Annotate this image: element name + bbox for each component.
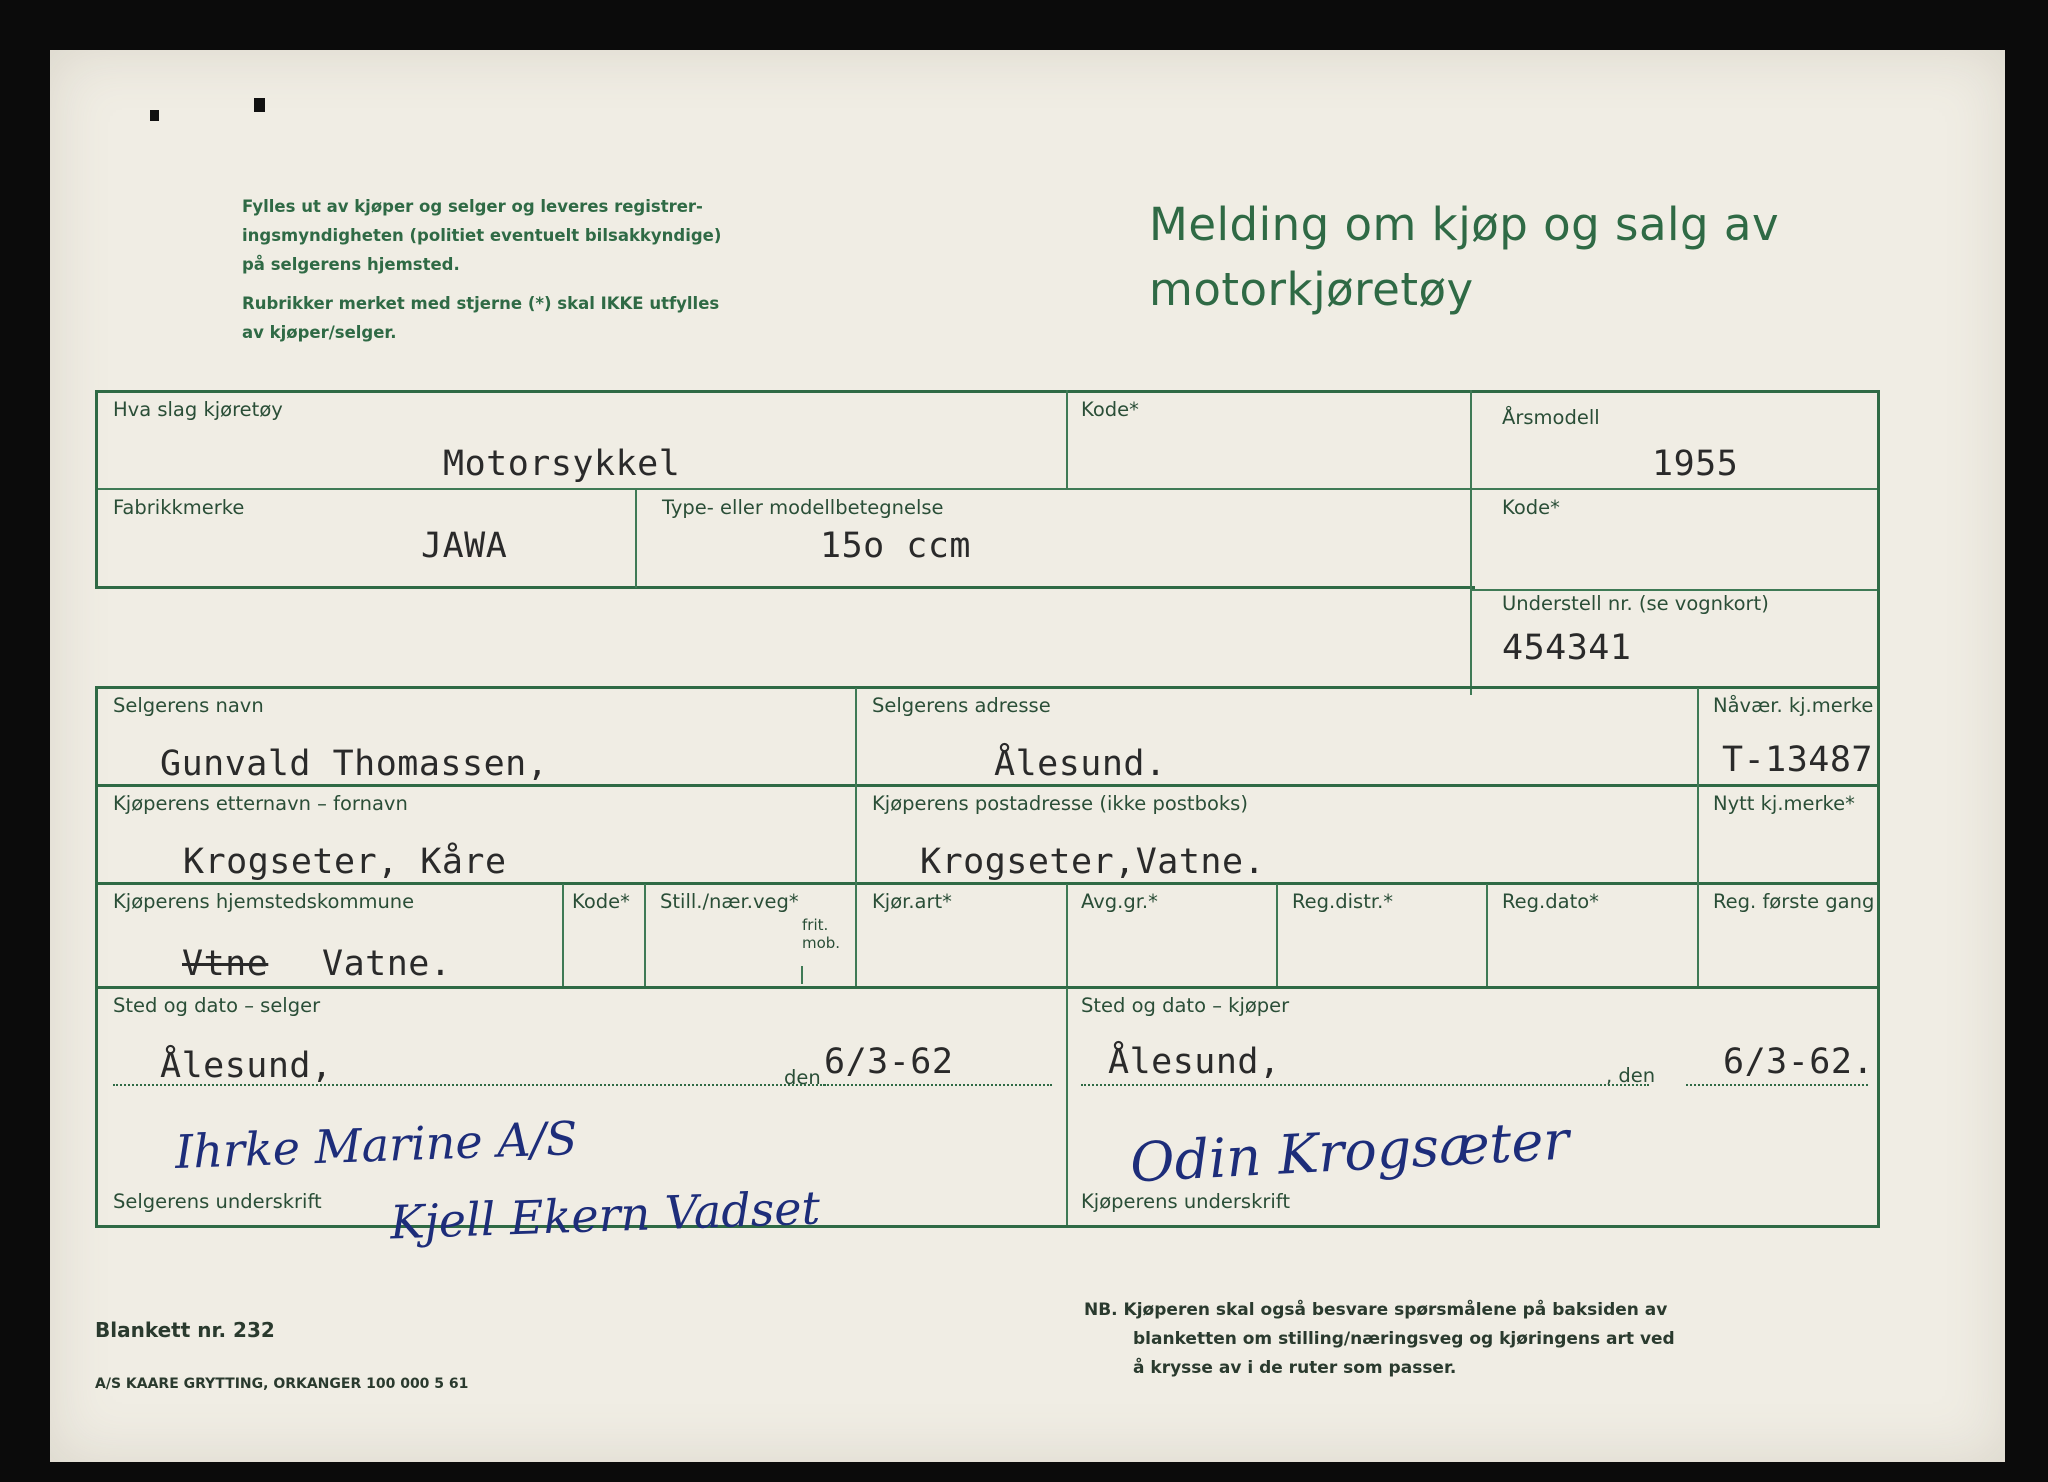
seller-signature-line1: Ihrke Marine A/S — [174, 1110, 579, 1180]
seller-den-label: den — [784, 1066, 821, 1089]
seller-place-value: Ålesund, — [160, 1046, 333, 1086]
rule — [1066, 390, 1068, 490]
municipality-label: Kjøperens hjemstedskommune — [113, 890, 415, 913]
code-label: Kode* — [1081, 398, 1139, 421]
instruction-line: av kjøper/selger. — [242, 323, 397, 342]
instruction-line: Fylles ut av kjøper og selger og leveres registrer- — [242, 197, 703, 216]
seller-name-label: Selgerens navn — [113, 694, 264, 717]
rule — [1472, 589, 1880, 591]
model-year-value: 1955 — [1652, 444, 1739, 484]
nb-line: å krysse av i de ruter som passer. — [1133, 1358, 1457, 1378]
rule — [1066, 884, 1068, 986]
punch-hole — [150, 110, 159, 121]
rule — [95, 986, 1880, 989]
instructions-block — [242, 192, 721, 347]
rule — [1470, 390, 1472, 695]
model-label: Type- eller modellbetegnelse — [662, 496, 944, 519]
nb-note — [1084, 1296, 1675, 1383]
occupation-sub-label: frit. mob. — [802, 916, 841, 952]
rule — [1276, 884, 1278, 986]
rule — [95, 586, 1475, 589]
rule — [95, 390, 1880, 393]
buyer-place-date-label: Sted og dato – kjøper — [1081, 994, 1290, 1017]
model-value: 15o ccm — [820, 526, 972, 566]
dotted-line — [113, 1084, 825, 1086]
drive-type-label: Kjør.art* — [872, 890, 952, 913]
form-title-line2: motorkjøretøy — [1149, 263, 1474, 316]
dotted-line — [1686, 1084, 1868, 1086]
make-label: Fabrikkmerke — [113, 496, 245, 519]
seller-date-value: 6/3-62 — [824, 1042, 954, 1082]
buyer-name-label: Kjøperens etternavn – fornavn — [113, 792, 408, 815]
rule — [95, 390, 98, 589]
buyer-address-label: Kjøperens postadresse (ikke postboks) — [872, 792, 1248, 815]
rule — [1697, 688, 1699, 986]
buyer-signature-label: Kjøperens underskrift — [1081, 1190, 1290, 1213]
vehicle-type-label: Hva slag kjøretøy — [113, 398, 283, 421]
printer-imprint: A/S KAARE GRYTTING, ORKANGER 100 000 5 61 — [95, 1376, 469, 1392]
seller-signature-line2: Kjell Ekern Vadset — [389, 1180, 821, 1250]
code2-label: Kode* — [1502, 496, 1560, 519]
chassis-value: 454341 — [1502, 628, 1632, 668]
buyer-address-value: Krogseter,Vatne. — [920, 842, 1266, 882]
form-number: Blankett nr. 232 — [95, 1318, 275, 1342]
rule — [1066, 988, 1068, 1225]
instruction-line: ingsmyndigheten (politiet eventuelt bilsakkyndige) — [242, 226, 722, 245]
rule — [95, 686, 98, 1228]
municipality-value: Vatne. — [322, 944, 452, 984]
seller-name-value: Gunvald Thomassen, — [160, 744, 549, 784]
buyer-name-value: Krogseter, Kåre — [183, 842, 507, 882]
seller-signature-label: Selgerens underskrift — [113, 1190, 322, 1213]
form-paper — [50, 50, 2005, 1462]
rule — [644, 884, 646, 986]
occupation-label: Still./nær.veg* — [660, 890, 799, 913]
form-title-line1: Melding om kjøp og salg av — [1149, 198, 1780, 251]
nb-line: NB. Kjøperen skal også besvare spørsmålene på baksiden av — [1084, 1300, 1668, 1320]
instruction-line: på selgerens hjemsted. — [242, 255, 460, 274]
punch-hole — [254, 98, 265, 112]
form-title — [1149, 198, 1779, 316]
buyer-place-value: Ålesund, — [1108, 1042, 1281, 1082]
new-reg-label: Nytt kj.merke* — [1713, 792, 1855, 815]
rule — [95, 882, 1880, 885]
current-reg-value: T-13487 — [1722, 740, 1874, 780]
rule — [1486, 884, 1488, 986]
kode-label: Kode* — [572, 890, 630, 913]
reg-date-label: Reg.dato* — [1502, 890, 1599, 913]
municipality-struck-value: Vtne — [182, 944, 269, 984]
fee-group-label: Avg.gr.* — [1081, 890, 1158, 913]
model-year-label: Årsmodell — [1502, 406, 1600, 429]
rule — [635, 490, 637, 588]
make-value: JAWA — [421, 526, 508, 566]
dotted-line — [824, 1084, 1052, 1086]
seller-address-label: Selgerens adresse — [872, 694, 1051, 717]
buyer-den-label: , den — [1606, 1064, 1656, 1087]
rule — [562, 884, 564, 986]
first-reg-label: Reg. første gang — [1713, 890, 1875, 913]
chassis-label: Understell nr. (se vognkort) — [1502, 592, 1769, 615]
rule — [95, 686, 1880, 689]
current-reg-label: Nåvær. kj.merke — [1713, 694, 1874, 717]
buyer-date-value: 6/3-62. — [1723, 1042, 1875, 1082]
rule — [95, 488, 1880, 490]
buyer-signature: Odin Krogsæter — [1128, 1108, 1571, 1195]
rule — [1877, 390, 1880, 1228]
dotted-line — [1081, 1084, 1649, 1086]
reg-district-label: Reg.distr.* — [1292, 890, 1394, 913]
rule — [855, 688, 857, 986]
rule — [95, 784, 1880, 787]
instruction-line: Rubrikker merket med stjerne (*) skal IKKE utfylles — [242, 294, 720, 313]
rule — [801, 966, 803, 984]
vehicle-type-value: Motorsykkel — [443, 444, 681, 484]
seller-place-date-label: Sted og dato – selger — [113, 994, 321, 1017]
rule — [95, 1225, 1880, 1228]
seller-address-value: Ålesund. — [994, 744, 1167, 784]
nb-line: blanketten om stilling/næringsveg og kjøringens art ved — [1133, 1329, 1675, 1349]
